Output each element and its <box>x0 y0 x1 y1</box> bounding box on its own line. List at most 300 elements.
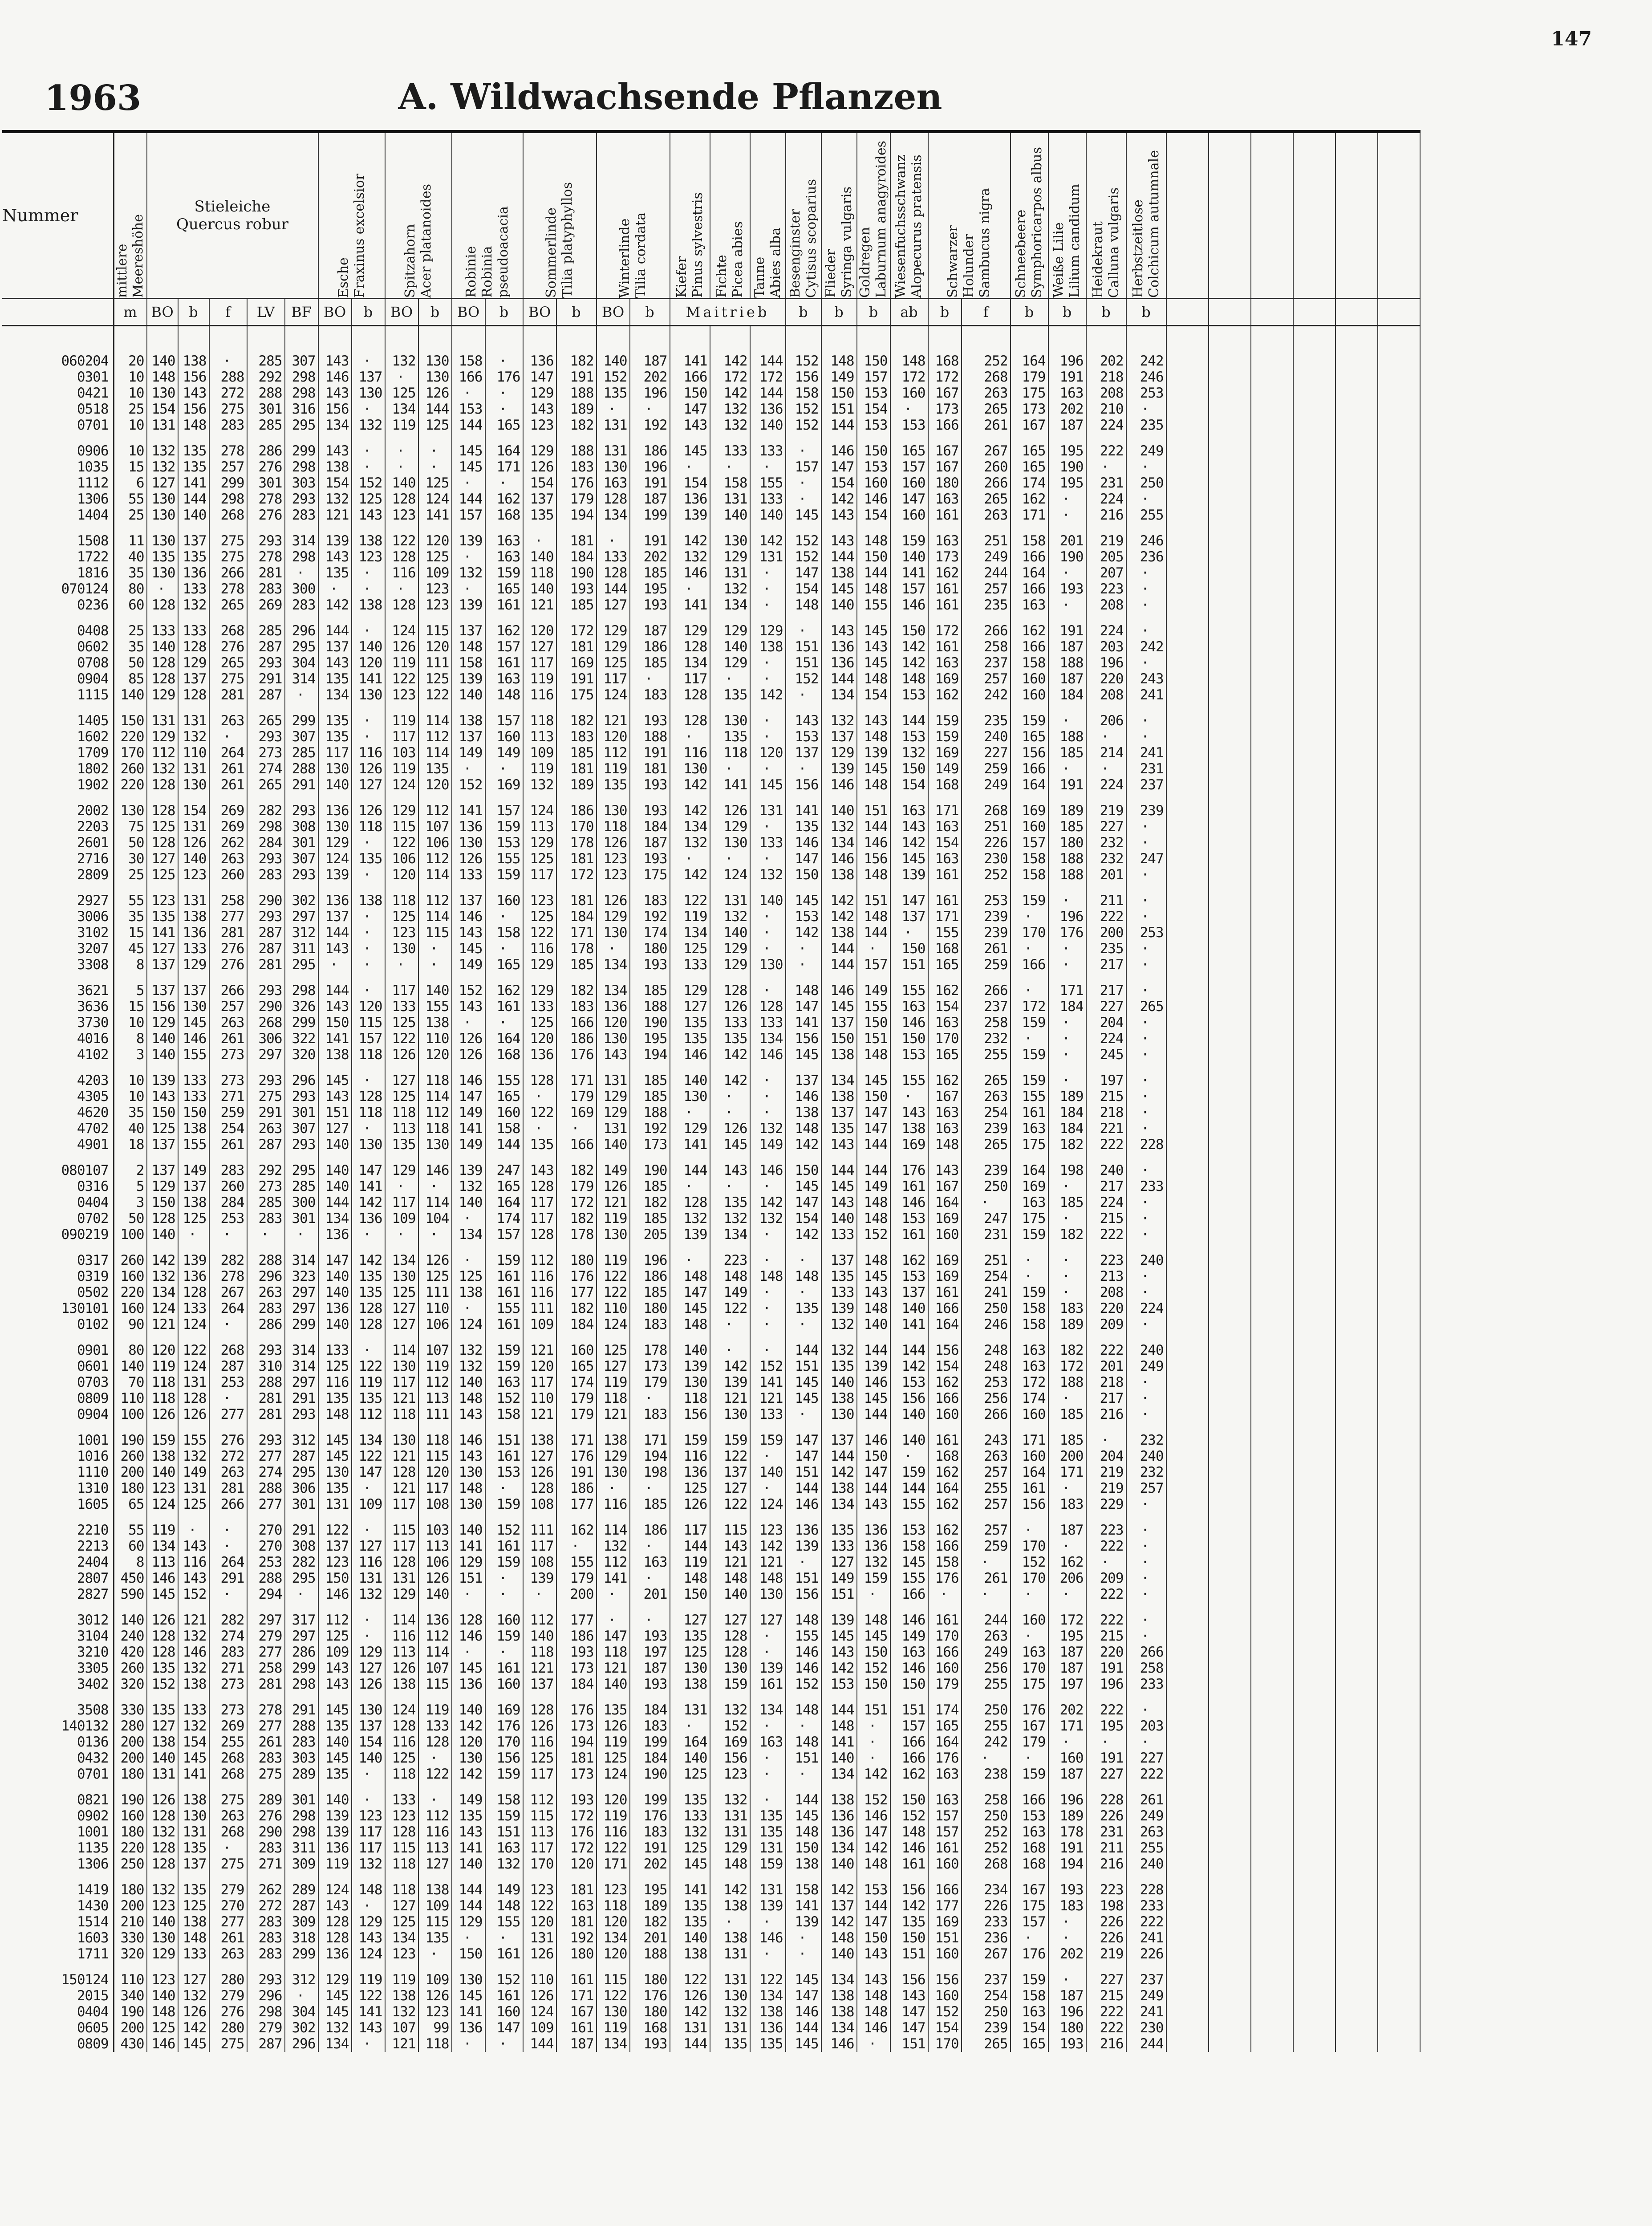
table-cell: 137 <box>821 1243 857 1268</box>
table-cell: 218 <box>1086 1374 1126 1390</box>
table-cell: 236 <box>1126 549 1166 565</box>
table-cell: 134 <box>318 687 352 703</box>
table-cell: 133 <box>452 867 485 883</box>
table-cell: 140 <box>597 326 630 370</box>
table-cell: 148 <box>750 1570 786 1586</box>
table-cell: 130 <box>147 507 178 523</box>
empty-cell <box>1209 1718 1251 1734</box>
table-cell: 281 <box>247 957 285 973</box>
table-cell: · <box>1011 973 1048 999</box>
table-cell: · <box>418 1227 452 1243</box>
table-cell: 256 <box>962 1660 1011 1676</box>
table-cell: 200 <box>114 1464 147 1480</box>
table-cell: · <box>710 1914 750 1930</box>
table-cell: 128 <box>147 835 178 851</box>
empty-cell <box>1209 1512 1251 1538</box>
table-cell: 191 <box>630 1840 670 1856</box>
table-cell: 190 <box>630 1153 670 1178</box>
table-cell: 125 <box>523 1750 556 1766</box>
unit-nummer <box>2 299 114 326</box>
table-cell: 253 <box>209 1210 247 1227</box>
table-cell: 144 <box>821 1692 857 1718</box>
empty-cell <box>1209 433 1251 459</box>
table-cell: 159 <box>1011 1284 1048 1300</box>
table-cell: 128 <box>597 565 630 581</box>
table-cell: 258 <box>962 1015 1011 1031</box>
table-cell: 148 <box>710 1268 750 1284</box>
empty-cell <box>1293 491 1335 507</box>
table-cell: 162 <box>485 613 523 639</box>
table-cell: 163 <box>1011 597 1048 613</box>
table-cell: 143 <box>821 1137 857 1153</box>
table-cell: 154 <box>318 475 352 491</box>
table-cell: 135 <box>352 1284 385 1300</box>
table-cell: 266 <box>1126 1644 1166 1660</box>
table-cell: 128 <box>178 639 209 655</box>
table-cell: 261 <box>209 761 247 777</box>
table-cell: 140 <box>452 1374 485 1390</box>
table-cell: 138 <box>821 1988 857 2004</box>
table-cell: · <box>710 1178 750 1194</box>
table-cell: · <box>750 1946 786 1962</box>
table-cell: 253 <box>1126 385 1166 401</box>
table-cell: 116 <box>523 1268 556 1284</box>
table-cell: 208 <box>1086 687 1126 703</box>
table-cell: 160 <box>928 1946 962 1962</box>
table-cell: 133 <box>710 1015 750 1031</box>
table-cell: 131 <box>670 1692 710 1718</box>
table-cell: 147 <box>857 1914 890 1930</box>
table-cell: 131 <box>147 703 178 729</box>
table-cell: 136 <box>821 1808 857 1824</box>
table-cell: 162 <box>890 1243 928 1268</box>
table-cell: 220 <box>114 777 147 793</box>
table-cell: 158 <box>1011 655 1048 671</box>
table-cell: · <box>1126 459 1166 475</box>
empty-cell <box>1166 1808 1209 1824</box>
table-cell: 145 <box>452 459 485 475</box>
table-cell: 106 <box>418 1554 452 1570</box>
table-cell: 183 <box>630 883 670 909</box>
table-cell: 194 <box>556 1734 597 1750</box>
table-cell: 116 <box>318 1374 352 1390</box>
empty-cell <box>1293 1824 1335 1840</box>
empty-cell <box>1251 1390 1293 1406</box>
table-cell: 134 <box>821 1840 857 1856</box>
empty-cell <box>1251 1137 1293 1153</box>
table-cell: 135 <box>318 729 352 745</box>
table-row <box>2 507 1420 523</box>
table-row <box>2 326 1420 370</box>
table-cell: · <box>452 1644 485 1660</box>
table-cell: 181 <box>556 1750 597 1766</box>
table-cell: 149 <box>597 1153 630 1178</box>
table-cell: 172 <box>750 369 786 385</box>
table-cell: · <box>630 1390 670 1406</box>
empty-cell <box>1166 1840 1209 1856</box>
empty-cell <box>1209 1840 1251 1856</box>
table-cell: · <box>485 401 523 417</box>
table-cell: 140 <box>147 1914 178 1930</box>
table-cell: 277 <box>209 1914 247 1930</box>
table-cell: 161 <box>485 1538 523 1554</box>
table-cell: 140 <box>452 1856 485 1872</box>
table-cell: 255 <box>962 1047 1011 1063</box>
table-cell: 263 <box>209 851 247 867</box>
table-cell: 140 <box>352 639 385 655</box>
table-cell: 265 <box>962 1063 1011 1089</box>
row-number: 0236 <box>2 597 114 613</box>
table-cell: 141 <box>890 1316 928 1332</box>
table-cell: 132 <box>821 1332 857 1358</box>
table-cell: 122 <box>385 1031 418 1047</box>
table-cell: 135 <box>178 1872 209 1898</box>
table-cell: · <box>670 1105 710 1121</box>
table-cell: 148 <box>786 1602 821 1628</box>
table-cell: 8 <box>114 957 147 973</box>
table-cell: 133 <box>178 1063 209 1089</box>
table-cell: 118 <box>597 1390 630 1406</box>
table-cell: 135 <box>523 1137 556 1153</box>
empty-cell <box>1378 1390 1420 1406</box>
empty-cell <box>1251 1946 1293 1962</box>
table-cell: 145 <box>318 1988 352 2004</box>
table-cell: 164 <box>485 1031 523 1047</box>
table-cell: 121 <box>710 1390 750 1406</box>
empty-cell <box>1166 1766 1209 1782</box>
empty-cell <box>1209 1406 1251 1422</box>
table-cell: 254 <box>962 1988 1011 2004</box>
unit-cell-empty <box>1209 299 1251 326</box>
unit-cell: f <box>209 299 247 326</box>
table-cell: 159 <box>1011 1063 1048 1089</box>
table-cell: · <box>1011 1512 1048 1538</box>
table-cell: 142 <box>786 925 821 941</box>
empty-cell <box>1251 973 1293 999</box>
table-cell: 295 <box>285 957 318 973</box>
empty-cell <box>1378 835 1420 851</box>
table-cell: · <box>1086 729 1126 745</box>
table-cell: 157 <box>857 369 890 385</box>
table-cell: 159 <box>670 1422 710 1448</box>
table-cell: 198 <box>630 1464 670 1480</box>
table-cell: 121 <box>385 1448 418 1464</box>
table-cell: 163 <box>928 1782 962 1808</box>
table-cell: 261 <box>209 777 247 793</box>
table-cell: 143 <box>352 1930 385 1946</box>
table-cell: 141 <box>452 2004 485 2020</box>
table-cell: 151 <box>821 401 857 417</box>
table-row <box>2 1824 1420 1840</box>
table-row <box>2 655 1420 671</box>
empty-cell <box>1251 1358 1293 1374</box>
table-cell: 152 <box>485 1512 523 1538</box>
table-cell: 312 <box>285 1962 318 1988</box>
table-cell: 170 <box>928 1031 962 1047</box>
table-cell: 167 <box>1011 1718 1048 1734</box>
table-cell: 147 <box>597 1628 630 1644</box>
table-cell: 293 <box>247 523 285 549</box>
table-cell: 291 <box>247 671 285 687</box>
table-cell: 172 <box>1048 1358 1086 1374</box>
table-row <box>2 1856 1420 1872</box>
empty-cell <box>1209 2036 1251 2052</box>
table-row <box>2 1766 1420 1782</box>
table-cell: 129 <box>597 1448 630 1464</box>
table-cell: · <box>352 973 385 999</box>
table-cell: 311 <box>285 941 318 957</box>
table-cell: 127 <box>710 1602 750 1628</box>
table-cell: 131 <box>670 2020 710 2036</box>
table-cell: 145 <box>178 1015 209 1031</box>
table-cell: · <box>485 1930 523 1946</box>
table-cell: 158 <box>1011 867 1048 883</box>
table-row <box>2 475 1420 491</box>
table-cell: 129 <box>750 613 786 639</box>
table-cell: 260 <box>209 867 247 883</box>
row-number: 0904 <box>2 671 114 687</box>
table-cell: 160 <box>928 1856 962 1872</box>
table-cell: 139 <box>318 523 352 549</box>
table-cell: 117 <box>352 1824 385 1840</box>
table-cell: 120 <box>556 1856 597 1872</box>
table-cell: 132 <box>750 867 786 883</box>
empty-cell <box>1251 941 1293 957</box>
empty-column <box>1166 132 1209 299</box>
empty-cell <box>1293 1332 1335 1358</box>
table-cell: 145 <box>786 1047 821 1063</box>
table-cell: 112 <box>418 1628 452 1644</box>
table-cell: 164 <box>485 1194 523 1210</box>
table-row <box>2 1227 1420 1243</box>
row-number: 1001 <box>2 1422 114 1448</box>
table-cell: 144 <box>318 925 352 941</box>
row-number: 1306 <box>2 491 114 507</box>
empty-cell <box>1293 1243 1335 1268</box>
table-cell: 146 <box>821 777 857 793</box>
table-cell: 169 <box>1011 1178 1048 1194</box>
table-cell: 163 <box>556 1898 597 1914</box>
empty-cell <box>1293 1840 1335 1856</box>
table-cell: 144 <box>318 973 352 999</box>
table-cell: 241 <box>1126 687 1166 703</box>
table-cell: 134 <box>821 1496 857 1512</box>
empty-cell <box>1209 1946 1251 1962</box>
table-cell: 128 <box>147 1628 178 1644</box>
table-cell: 130 <box>597 1464 630 1480</box>
empty-cell <box>1335 1872 1378 1898</box>
table-cell: 140 <box>890 1300 928 1316</box>
empty-cell <box>1335 1496 1378 1512</box>
table-cell: 163 <box>890 999 928 1015</box>
empty-cell <box>1378 1284 1420 1300</box>
table-cell: 302 <box>285 2020 318 2036</box>
table-cell: 149 <box>710 1284 750 1300</box>
table-cell: 107 <box>418 819 452 835</box>
unit-cell: b <box>1048 299 1086 326</box>
table-cell: 145 <box>857 761 890 777</box>
table-cell: 138 <box>178 326 209 370</box>
table-cell: 145 <box>318 1063 352 1089</box>
table-cell: 161 <box>1011 1480 1048 1496</box>
table-cell: 127 <box>385 1898 418 1914</box>
empty-cell <box>1378 2020 1420 2036</box>
table-cell: 148 <box>786 973 821 999</box>
table-cell: 172 <box>890 369 928 385</box>
table-cell: 273 <box>209 1047 247 1063</box>
table-cell: 250 <box>962 1692 1011 1718</box>
table-cell: 162 <box>1011 613 1048 639</box>
table-cell: 142 <box>710 1047 750 1063</box>
table-cell: 150 <box>786 867 821 883</box>
table-cell: · <box>452 1243 485 1268</box>
table-cell: 122 <box>523 1898 556 1914</box>
row-number: 0502 <box>2 1284 114 1300</box>
table-cell: 126 <box>597 883 630 909</box>
table-cell: 158 <box>452 655 485 671</box>
table-cell: 139 <box>857 745 890 761</box>
table-cell: 151 <box>485 1824 523 1840</box>
table-cell: 183 <box>630 1406 670 1422</box>
table-cell: 132 <box>178 1660 209 1676</box>
row-number: 0404 <box>2 2004 114 2020</box>
table-cell: 130 <box>597 2004 630 2020</box>
table-cell: 114 <box>418 745 452 761</box>
table-cell: 140 <box>523 581 556 597</box>
table-cell: 134 <box>821 1766 857 1782</box>
table-cell: 249 <box>1126 1358 1166 1374</box>
table-cell: 196 <box>1048 909 1086 925</box>
table-cell: 151 <box>786 1750 821 1766</box>
empty-cell <box>1378 2036 1420 2052</box>
table-cell: 145 <box>821 581 857 597</box>
table-cell: 166 <box>928 1872 962 1898</box>
table-cell: 160 <box>485 1105 523 1121</box>
table-cell: 239 <box>962 1121 1011 1137</box>
table-cell: 277 <box>209 1406 247 1422</box>
table-cell: 143 <box>890 1988 928 2004</box>
table-cell: · <box>710 851 750 867</box>
table-cell: 286 <box>247 433 285 459</box>
table-cell: 250 <box>962 1300 1011 1316</box>
table-cell: 121 <box>523 597 556 613</box>
table-cell: 139 <box>821 1602 857 1628</box>
table-cell: 185 <box>630 1284 670 1300</box>
table-cell: 138 <box>385 1988 418 2004</box>
table-cell: 183 <box>556 729 597 745</box>
table-cell: · <box>485 909 523 925</box>
table-cell: 281 <box>209 1480 247 1496</box>
table-cell: 156 <box>786 1031 821 1047</box>
unit-cell-empty <box>1251 299 1293 326</box>
table-cell: 309 <box>285 1856 318 1872</box>
table-cell: 297 <box>247 1602 285 1628</box>
table-cell: 110 <box>523 1390 556 1406</box>
table-cell: 162 <box>1048 1554 1086 1570</box>
empty-cell <box>1293 909 1335 925</box>
table-cell: 138 <box>147 1448 178 1464</box>
table-cell: 258 <box>247 1660 285 1676</box>
table-cell: 143 <box>318 385 352 401</box>
table-cell: 224 <box>1086 613 1126 639</box>
table-cell: 163 <box>1011 1824 1048 1840</box>
table-cell: 160 <box>857 475 890 491</box>
table-cell: 251 <box>962 819 1011 835</box>
table-cell: 201 <box>630 1930 670 1946</box>
empty-cell <box>1251 1782 1293 1808</box>
table-cell: 261 <box>209 1031 247 1047</box>
table-row <box>2 1808 1420 1824</box>
table-cell: 297 <box>285 1300 318 1316</box>
table-cell: 148 <box>670 1570 710 1586</box>
table-cell: 161 <box>928 1284 962 1300</box>
table-cell: 165 <box>485 1178 523 1194</box>
table-cell: 141 <box>821 1734 857 1750</box>
unit-cell: b <box>485 299 523 326</box>
table-cell: 160 <box>1048 1750 1086 1766</box>
row-number: 0702 <box>2 1210 114 1227</box>
table-cell: 242 <box>962 1734 1011 1750</box>
table-cell: 154 <box>786 581 821 597</box>
table-cell: 148 <box>857 581 890 597</box>
table-cell: 118 <box>352 819 385 835</box>
table-cell: 148 <box>857 909 890 925</box>
table-cell: 176 <box>556 1692 597 1718</box>
row-number: 2203 <box>2 819 114 835</box>
table-cell: 152 <box>786 326 821 370</box>
table-cell: 123 <box>418 581 452 597</box>
table-cell: 119 <box>597 1734 630 1750</box>
table-cell: · <box>247 1227 285 1243</box>
table-cell: 149 <box>821 369 857 385</box>
table-cell: 262 <box>209 835 247 851</box>
table-cell: 144 <box>857 1332 890 1358</box>
table-cell: 99 <box>418 2020 452 2036</box>
empty-cell <box>1166 851 1209 867</box>
table-cell: 134 <box>821 1063 857 1089</box>
table-cell: 289 <box>247 1782 285 1808</box>
table-cell: 192 <box>630 1121 670 1137</box>
table-cell: 129 <box>597 909 630 925</box>
table-cell: 145 <box>857 1390 890 1406</box>
table-cell: 216 <box>1086 2036 1126 2052</box>
table-cell: 172 <box>1011 1374 1048 1390</box>
empty-cell <box>1166 777 1209 793</box>
empty-cell <box>1293 1015 1335 1031</box>
table-cell: 261 <box>209 1137 247 1153</box>
table-cell: 162 <box>928 565 962 581</box>
table-cell: 125 <box>597 655 630 671</box>
empty-cell <box>1209 1766 1251 1782</box>
table-cell: 196 <box>1086 1676 1126 1692</box>
table-cell: 110 <box>523 1962 556 1988</box>
table-cell: 240 <box>1126 1856 1166 1872</box>
table-cell: 285 <box>285 745 318 761</box>
table-cell: 109 <box>418 1962 452 1988</box>
table-row <box>2 957 1420 973</box>
table-cell: · <box>597 941 630 957</box>
table-cell: 148 <box>857 1210 890 1227</box>
table-cell: 133 <box>750 1015 786 1031</box>
table-cell: 123 <box>597 851 630 867</box>
table-cell: 142 <box>821 1914 857 1930</box>
table-cell: 159 <box>857 1570 890 1586</box>
empty-cell <box>1209 761 1251 777</box>
unit-cell: b <box>928 299 962 326</box>
table-cell: 132 <box>452 1358 485 1374</box>
table-cell: · <box>710 761 750 777</box>
table-cell: 114 <box>385 1602 418 1628</box>
